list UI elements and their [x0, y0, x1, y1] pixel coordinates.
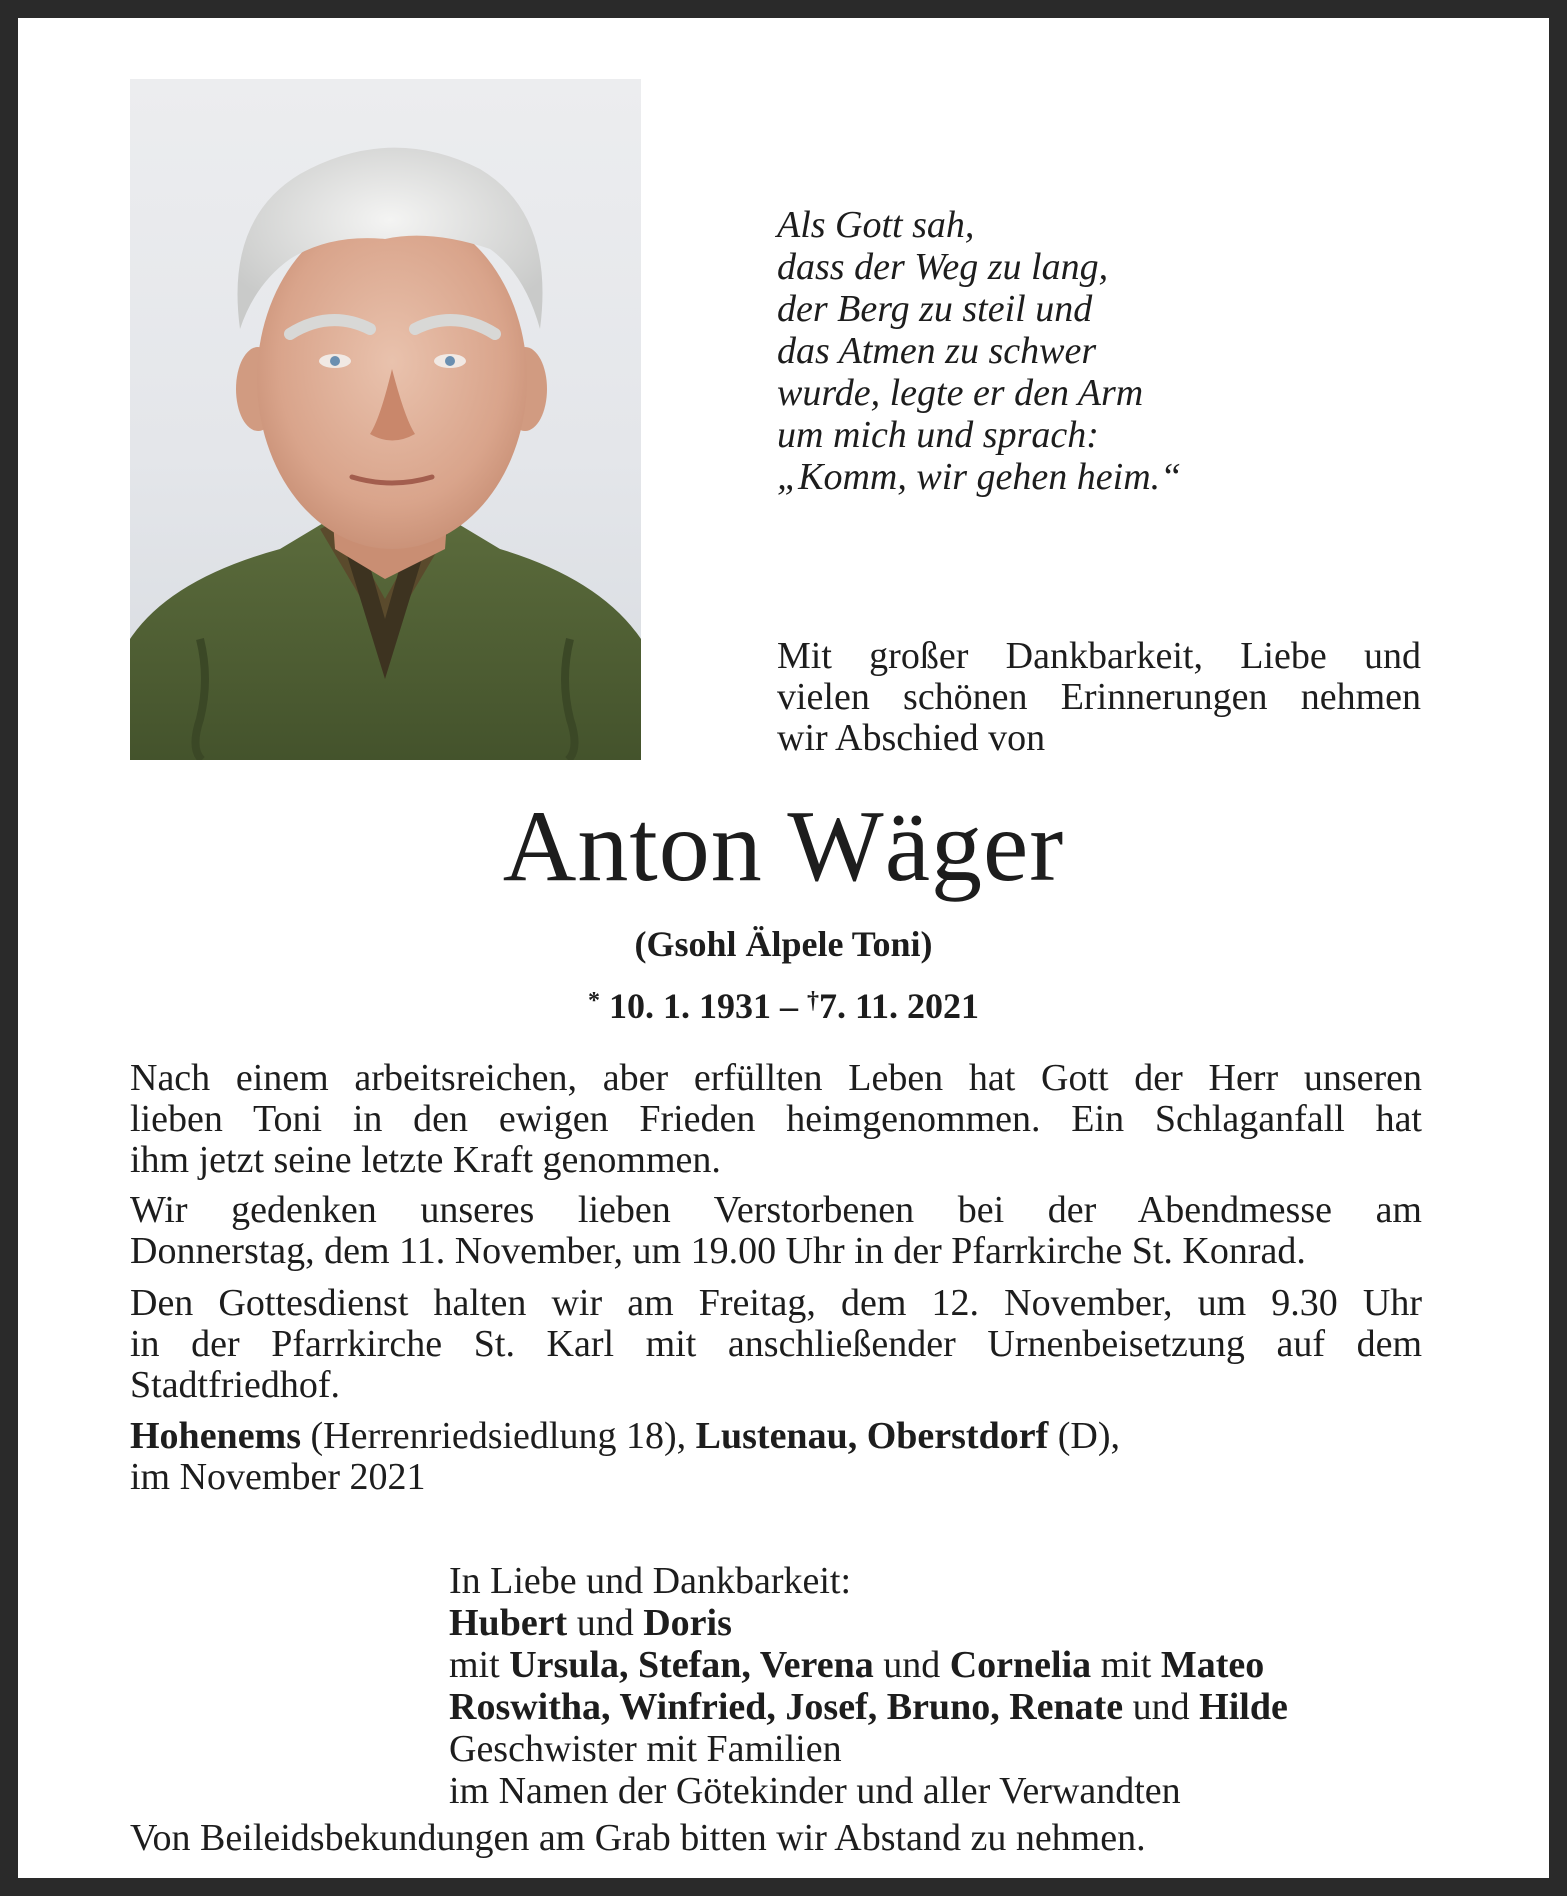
- obituary-card: [18, 18, 1549, 1878]
- paragraph-funeral-service: [130, 1283, 1422, 1406]
- paragraph-line: in der Pfarrkirche St. Karl mit anschließender Urnenbeisetzung auf dem: [130, 1323, 1422, 1365]
- family-connector: mit: [1100, 1644, 1152, 1686]
- place-town-primary: Hohenems: [130, 1415, 301, 1457]
- death-symbol: †: [806, 988, 819, 1014]
- poem-line: der Berg zu steil und: [777, 288, 1093, 330]
- family-line: [449, 1686, 1449, 1728]
- poem-line: Als Gott sah,: [777, 204, 975, 246]
- paragraph-line: Stadtfriedhof.: [130, 1364, 341, 1406]
- farewell-text: [777, 636, 1421, 759]
- family-signature: [449, 1560, 1449, 1812]
- family-connector: und: [1132, 1686, 1190, 1728]
- family-names: Hilde: [1199, 1686, 1288, 1728]
- place-country: (D),: [1057, 1415, 1120, 1457]
- poem-line: um mich und sprach:: [777, 414, 1099, 456]
- family-connector: und: [576, 1602, 634, 1644]
- family-names: Roswitha, Winfried, Josef, Bruno, Renate: [449, 1686, 1124, 1728]
- paragraph-line: ihm jetzt seine letzte Kraft genommen.: [130, 1139, 721, 1181]
- portrait-photo: [130, 79, 641, 760]
- closing-note: Von Beileidsbekundungen am Grab bitten wir Abstand zu nehmen.: [130, 1817, 1146, 1859]
- family-names: Hubert: [449, 1602, 568, 1644]
- paragraph-passing: [130, 1058, 1422, 1181]
- life-dates: [18, 980, 1549, 1027]
- date-line: im November 2021: [130, 1456, 426, 1498]
- family-intro: In Liebe und Dankbarkeit:: [449, 1560, 852, 1602]
- paragraph-line: Nach einem arbeitsreichen, aber erfüllten Leben hat Gott der Herr unseren: [130, 1057, 1422, 1099]
- birth-date: 10. 1. 1931: [608, 986, 771, 1026]
- portrait-illustration: [130, 79, 641, 760]
- farewell-line: Mit großer Dankbarkeit, Liebe und: [777, 635, 1421, 677]
- family-line: im Namen der Götekinder und aller Verwandten: [449, 1770, 1181, 1812]
- poem-line: wurde, legte er den Arm: [777, 372, 1144, 414]
- family-line: Geschwister mit Familien: [449, 1728, 842, 1770]
- date-separator: –: [779, 986, 798, 1026]
- paragraph-line: Den Gottesdienst halten wir am Freitag, dem 12. November, um 9.30 Uhr: [130, 1282, 1422, 1324]
- place-and-date: [130, 1416, 1430, 1498]
- family-connector: mit: [449, 1644, 500, 1686]
- paragraph-line: Donnerstag, dem 11. November, um 19.00 Uhr in der Pfarrkirche St. Konrad.: [130, 1230, 1306, 1272]
- farewell-line: vielen schönen Erinnerungen nehmen: [777, 676, 1421, 718]
- farewell-line: wir Abschied von: [777, 717, 1046, 759]
- death-date: 7. 11. 2021: [818, 986, 979, 1026]
- family-line: [449, 1602, 1449, 1644]
- poem-line: das Atmen zu schwer: [777, 330, 1097, 372]
- family-names: Cornelia: [949, 1644, 1092, 1686]
- family-line: [449, 1644, 1449, 1686]
- poem: [777, 204, 1457, 498]
- family-names: Doris: [643, 1602, 732, 1644]
- poem-line: dass der Weg zu lang,: [777, 246, 1109, 288]
- paragraph-line: lieben Toni in den ewigen Frieden heimgenommen. Ein Schlaganfall hat: [130, 1098, 1422, 1140]
- paragraph-evening-mass: [130, 1190, 1422, 1272]
- poem-line: „Komm, wir gehen heim.“: [777, 456, 1182, 498]
- place-line: [130, 1416, 1430, 1457]
- family-connector: und: [883, 1644, 941, 1686]
- place-towns-secondary: Lustenau, Oberstdorf: [695, 1415, 1049, 1457]
- family-names: Ursula, Stefan, Verena: [509, 1644, 874, 1686]
- birth-symbol: *: [587, 988, 600, 1014]
- family-names: Mateo: [1160, 1644, 1265, 1686]
- deceased-name: Anton Wäger: [502, 790, 1065, 903]
- paragraph-line: Wir gedenken unseres lieben Verstorbenen bei der Abendmesse am: [130, 1189, 1422, 1231]
- deceased-nickname: (Gsohl Älpele Toni): [634, 924, 933, 964]
- place-address: (Herrenriedsiedlung 18),: [310, 1415, 687, 1457]
